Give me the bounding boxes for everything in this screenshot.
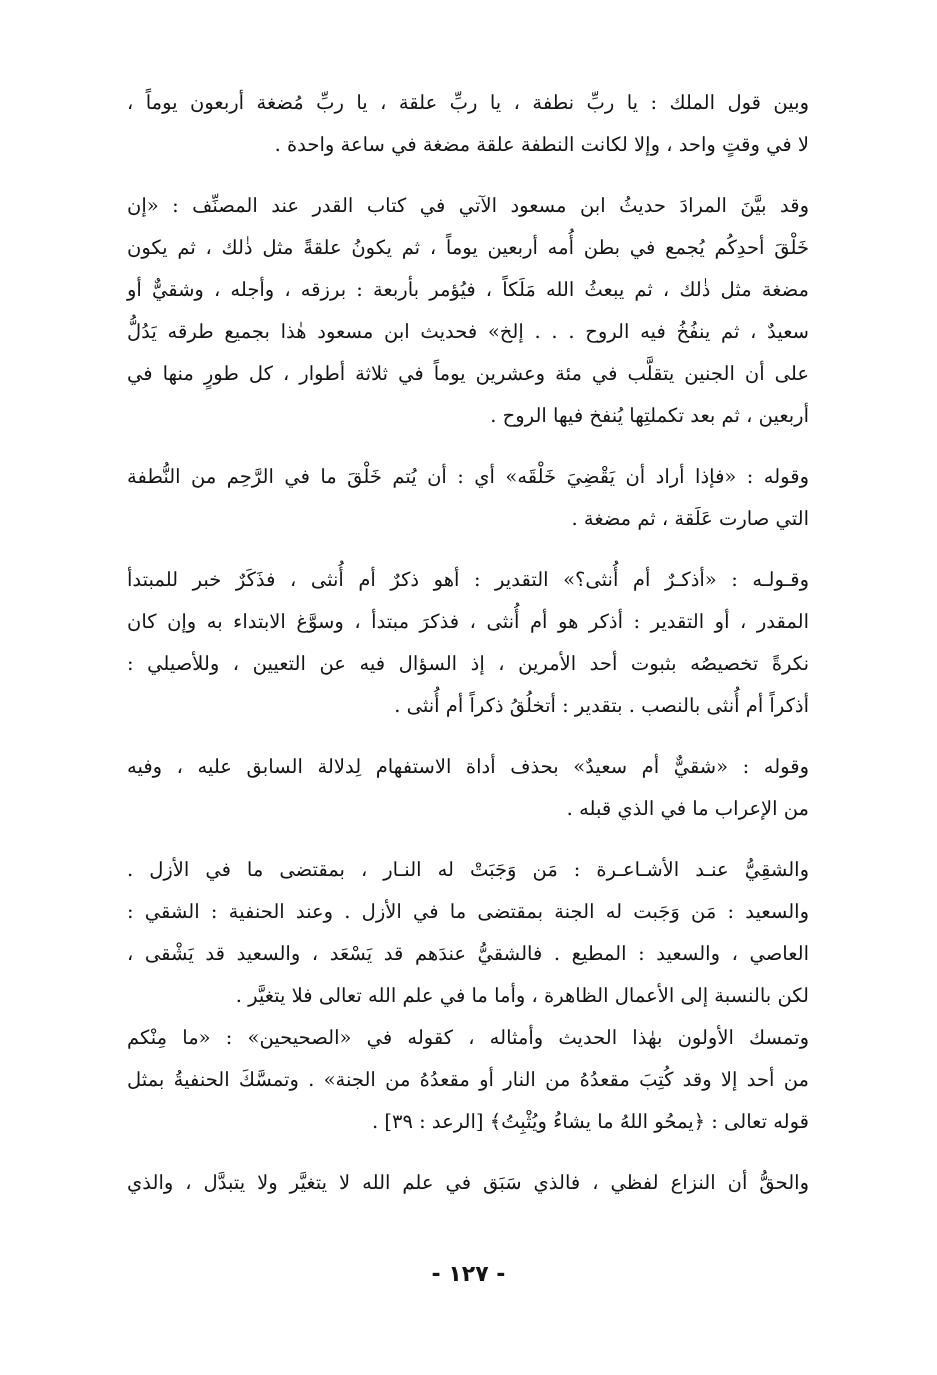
text-line: نكرةً تخصيصُه بثبوت أحد الأمرين ، إذ السؤال فيه عن التعيين ، وللأصيلي :	[127, 652, 809, 675]
text-line: العاصي ، والسعيد : المطيع . فالشقيُّ عندَهم قد يَسْعَد ، والسعيد قد يَشْقى ،	[127, 942, 809, 965]
text-line: وقـولـه : «أذكـرٌ أم أُنثى؟» التقدير : أهو ذكرٌ أم أُنثى ، فذَكَرٌ خبر للمبتدأ	[127, 568, 809, 591]
page-number: - ١٢٧ -	[431, 1262, 506, 1287]
paragraph-wretched-or-happy	[127, 746, 809, 830]
text-line: وبين قول الملك : يا ربِّ نطفة ، يا ربِّ علقة ، يا ربِّ مُضغة أربعون يوماً ،	[127, 91, 809, 114]
paragraph-male-or-female	[127, 559, 809, 727]
text-line: أذكراً أم أُنثى بالنصب . بتقدير : أتخلُقُ ذكراً أم أُنثى .	[394, 694, 809, 717]
text-line: وتمسك الأولون بهٰذا الحديث وأمثاله ، كقوله في «الصحيحين» : «ما مِنْكم	[127, 1026, 809, 1049]
text-line: التي صارت عَلَقة ، ثم مضغة .	[571, 507, 809, 530]
paragraph-ibn-masud-hadith	[127, 185, 809, 437]
text-line: والسعيد : مَن وَجَبت له الجنة بمقتضى ما في الأزل . وعند الحنفية : الشقي :	[127, 900, 809, 923]
text-line: وقوله : «شقيٌّ أم سعيدٌ» بحذف أداة الاستفهام لِدلالة السابق عليه ، وفيه	[127, 755, 809, 778]
page-body	[127, 82, 809, 1223]
text-line: خَلْقَ أحدِكُم يُجمع في بطن أُمه أربعين يوماً ، ثم يكونُ علقةً مثل ذٰلك ، ثم يكون	[127, 236, 809, 259]
text-line: على أن الجنين يتقلَّب في مئة وعشرين يوماً في ثلاثة أطوار ، كل طورٍ منها في	[127, 362, 809, 385]
text-line: لا في وقتٍ واحد ، وإلا لكانت النطفة علقة مضغة في ساعة واحدة .	[274, 133, 809, 156]
text-line: سعيدٌ ، ثم ينفُخُ فيه الروح . . . إلخ» فحديث ابن مسعود هٰذا بجميع طرقه يَدُلُّ	[127, 320, 809, 343]
paragraph-creation	[127, 456, 809, 540]
text-line: وقوله : «فإذا أراد أن يَقْضِيَ خَلْقَه» أي : أن يُتم خَلْقَ ما في الرَّحِم من النُّطفة	[127, 465, 809, 488]
paragraph-asharites-hanafis	[127, 849, 809, 1017]
text-line: لكن بالنسبة إلى الأعمال الظاهرة ، وأما ما في علم الله تعالى فلا يتغيَّر .	[235, 984, 809, 1007]
text-line: من أحد إلا وقد كُتِبَ مقعدُهُ من النار أو مقعدُهُ من الجنة» . وتمسَّكَ الحنفيةُ بمثل	[127, 1068, 809, 1091]
text-line: المقدر ، أو التقدير : أذكر هو أم أُنثى ، فذكرَ مبتدأ ، وسوَّغ الابتداء به وإن كان	[127, 610, 809, 633]
paragraph-evidence	[127, 1017, 809, 1143]
text-line: قوله تعالى : ﴿يمحُو اللهُ ما يشاءُ ويُثْبِتُ﴾ [الرعد : ٣٩] .	[371, 1110, 809, 1133]
text-line: أربعين ، ثم بعد تكملتِها يُنفخ فيها الروح .	[490, 404, 809, 427]
text-line: من الإعراب ما في الذي قبله .	[566, 797, 809, 820]
text-line: مضغة مثل ذٰلك ، ثم يبعثُ الله مَلَكاً ، فيُؤمر بأربعة : برزقه ، وأجله ، وشقيٌّ أو	[127, 278, 809, 301]
paragraph-conclusion	[127, 1162, 809, 1204]
paragraph-angel-saying	[127, 82, 809, 166]
text-line: وقد بيَّنَ المرادَ حديثُ ابن مسعود الآتي في كتاب القدر عند المصنِّف : «إن	[127, 194, 809, 217]
text-line: والحقُّ أن النزاع لفظي ، فالذي سَبَق في علم الله لا يتغيَّر ولا يتبدَّل ، والذي	[127, 1171, 809, 1194]
text-line: والشقِيُّ عنـد الأشـاعـرة : مَن وَجَبَتْ له النـار ، بمقتضى ما في الأزل .	[127, 858, 809, 881]
